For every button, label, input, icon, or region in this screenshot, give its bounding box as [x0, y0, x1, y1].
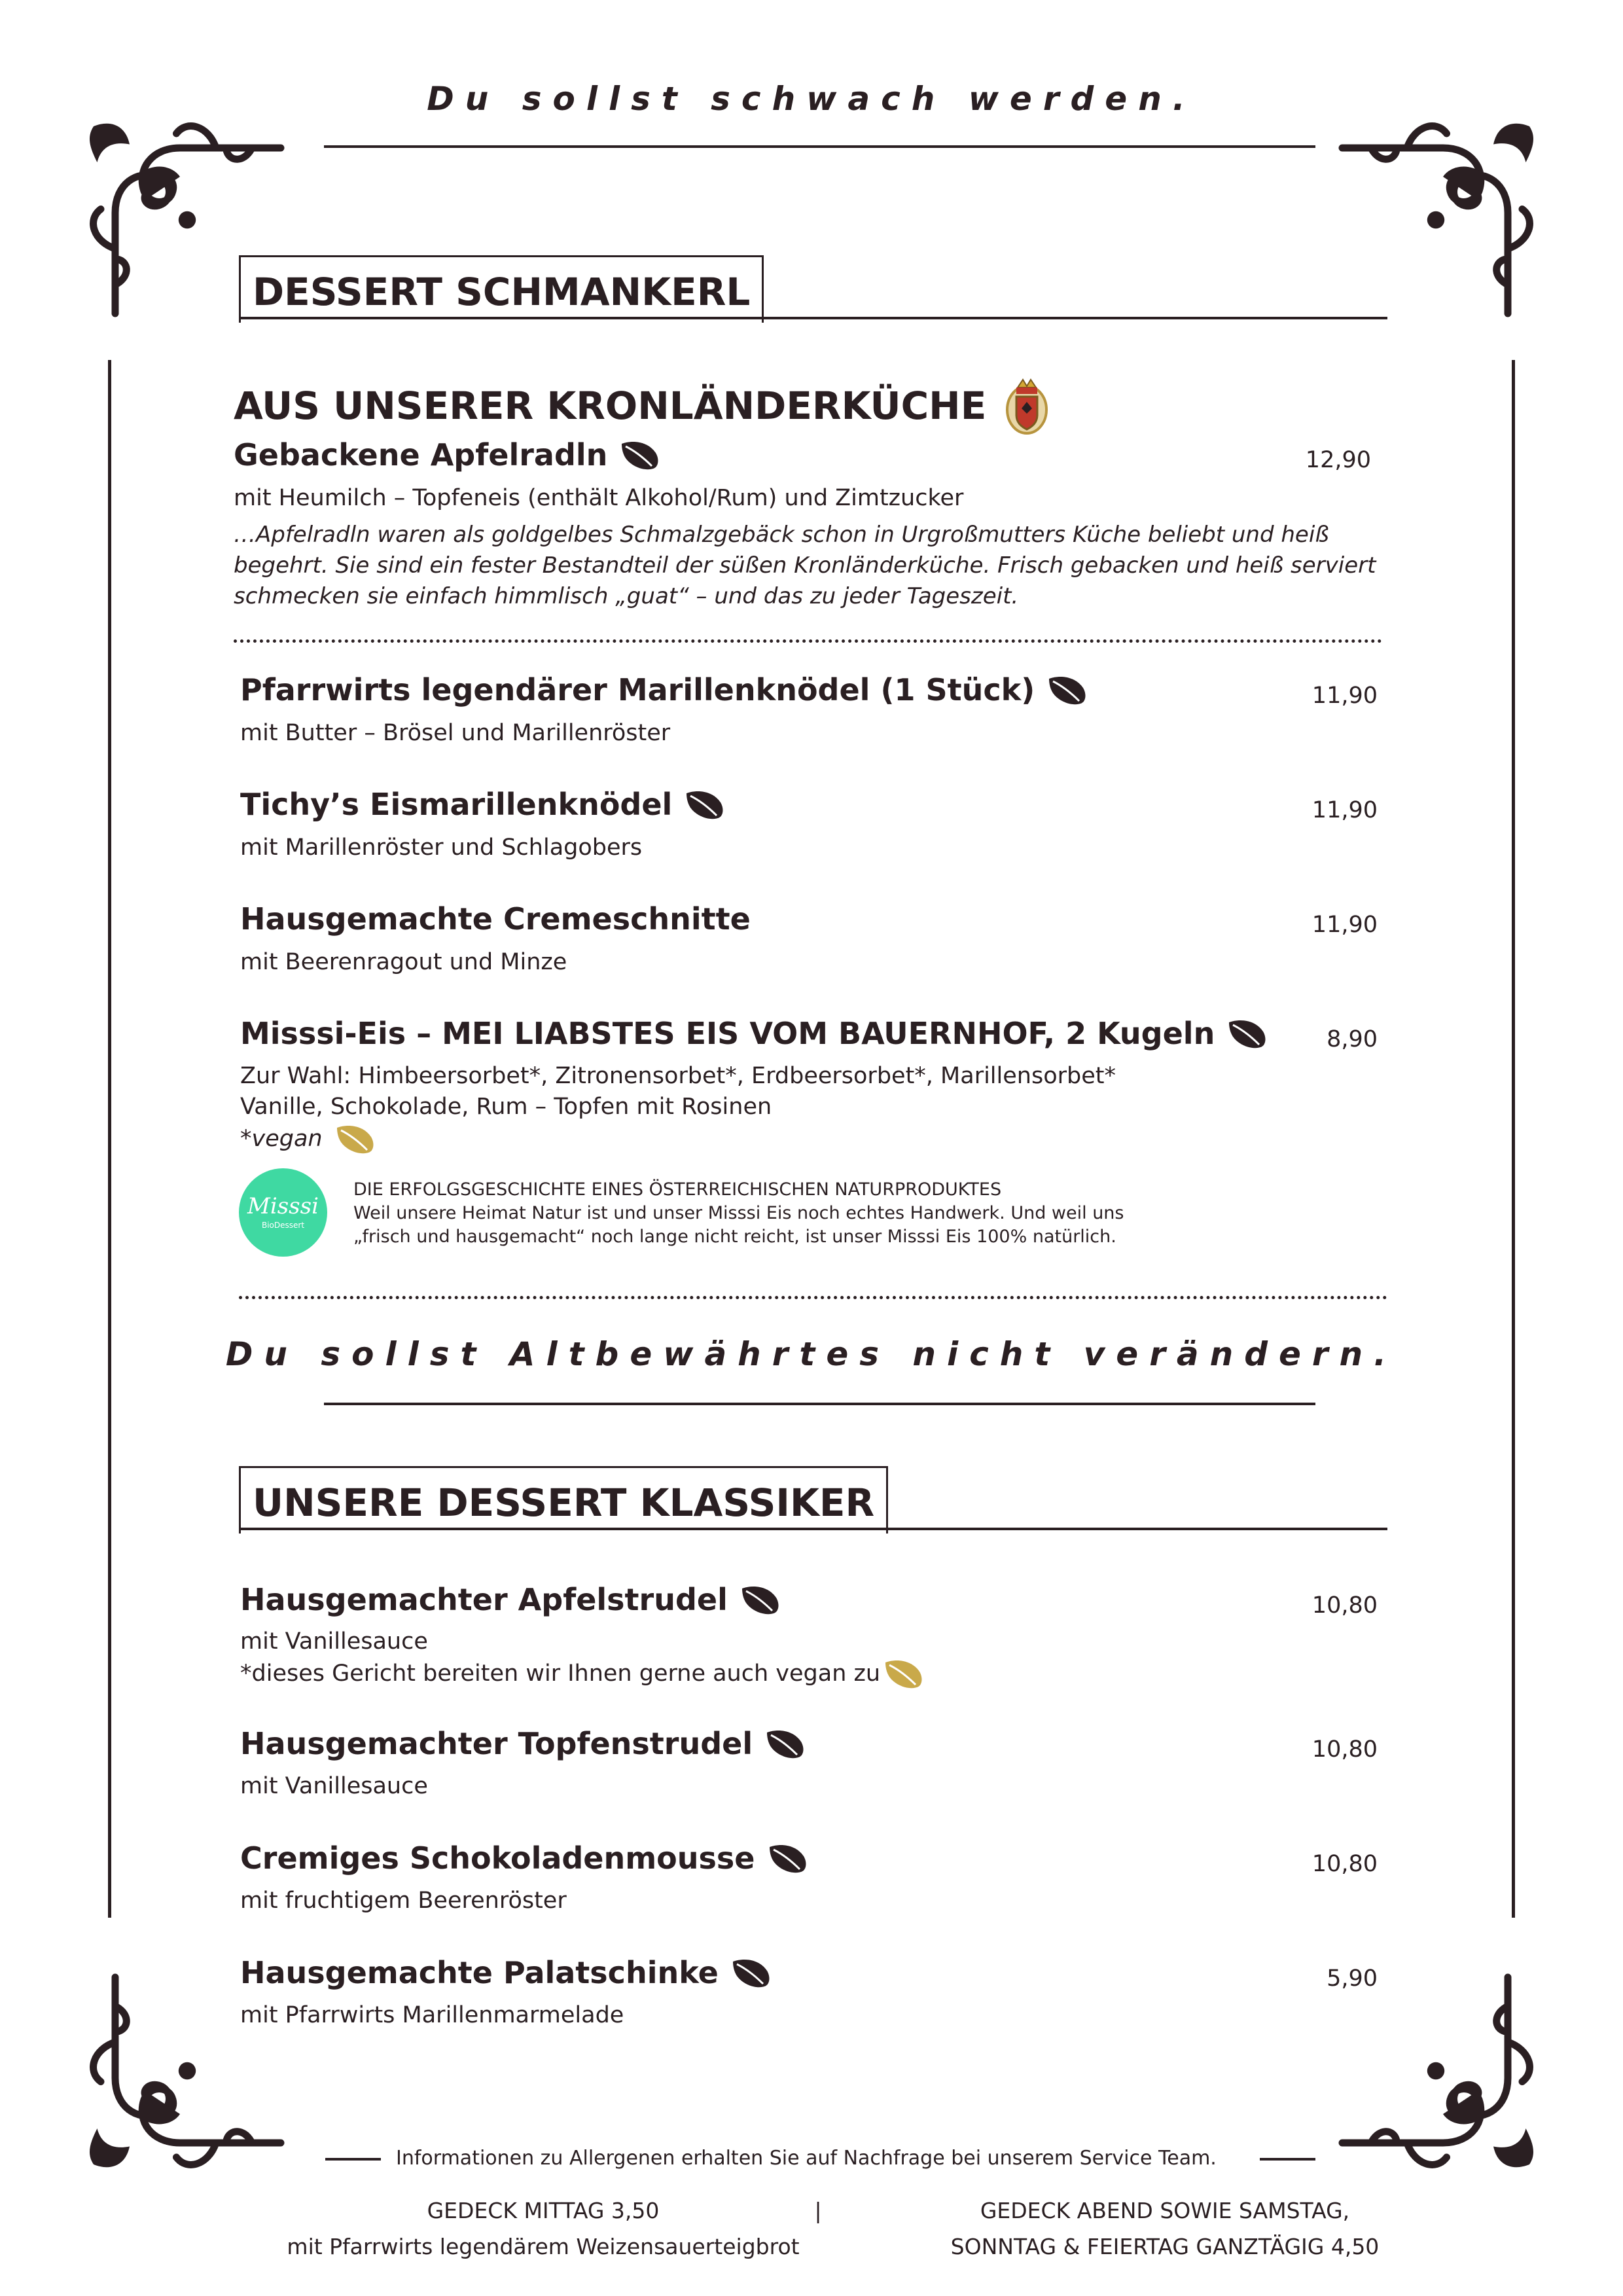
menu-item-desc: mit Beerenragout und Minze [240, 949, 567, 975]
section-title-klassiker: UNSERE DESSERT KLASSIKER [239, 1466, 888, 1534]
menu-item-name: Hausgemachter Apfelstrudel [240, 1582, 781, 1617]
vegan-note: *vegan [240, 1122, 376, 1155]
vegan-leaf-icon [883, 1657, 925, 1690]
footer-separator: | [814, 2198, 822, 2223]
leaf-icon [684, 788, 726, 821]
leaf-icon [764, 1727, 806, 1760]
motto-middle: Du sollst Altbewährtes nicht verändern. [225, 1335, 1398, 1373]
dotted-divider [239, 1296, 1387, 1299]
menu-item-name: Hausgemachter Topfenstrudel [240, 1726, 806, 1761]
misssi-text: „frisch und hausgemacht“ noch lange nicht reicht, ist unser Misssi Eis 100% natürlich. [353, 1227, 1116, 1247]
menu-item-desc: mit Butter – Brösel und Marillenröster [240, 720, 671, 746]
menu-item-price: 10,80 [1311, 1736, 1378, 1763]
subsection-title-text: AUS UNSERER KRONLÄNDERKÜCHE [234, 384, 987, 428]
subsection-title-kronland [234, 374, 1053, 437]
story-text: …Apfelradln waren als goldgelbes Schmalzgebäck schon in Urgroßmutters Küche beliebt und heiß begehrt. Sie sind ein fester Bestandteil der süßen Kronländerküche. Frisch gebacken und heiß serviert schmecken sie einfach himmlisch „guat“ – und das zu jeder Tageszeit. [234, 522, 1376, 609]
menu-item-price: 11,90 [1311, 797, 1378, 823]
menu-item-price: 10,80 [1311, 1851, 1378, 1877]
menu-item-name: Gebackene Apfelradln [234, 437, 661, 473]
footer-rule-right [1260, 2158, 1315, 2161]
menu-item-price: 11,90 [1311, 683, 1378, 709]
leaf-icon [1046, 673, 1088, 706]
motto-top-rule [324, 145, 1315, 148]
coat-of-arms-icon [1001, 374, 1053, 437]
misssi-text: Weil unsere Heimat Natur ist und unser Misssi Eis noch echtes Handwerk. Und weil uns [353, 1203, 1124, 1223]
vegan-leaf-icon [334, 1122, 376, 1155]
menu-item-name: Cremiges Schokoladenmousse [240, 1840, 809, 1876]
leaf-icon [740, 1583, 781, 1616]
section-rule-schmankerl [239, 317, 1387, 319]
menu-item-desc: mit Heumilch – Topfeneis (enthält Alkohol/Rum) und Zimtzucker [234, 485, 964, 511]
vegan-note: *dieses Gericht bereiten wir Ihnen gerne auch vegan zu [240, 1657, 925, 1690]
menu-item-desc: Zur Wahl: Himbeersorbet*, Zitronensorbet*, Erdbeersorbet*, Marillensorbet* [240, 1063, 1116, 1089]
menu-item-price: 10,80 [1311, 1592, 1378, 1619]
menu-item-desc: mit Vanillesauce [240, 1773, 428, 1799]
frame-left-line [108, 360, 111, 1918]
menu-item-name: Hausgemachte Cremeschnitte [240, 901, 751, 937]
misssi-logo [239, 1168, 327, 1257]
motto-middle-rule [324, 1403, 1315, 1405]
motto-top: Du sollst schwach werden. [427, 80, 1196, 118]
menu-item-price: 5,90 [1327, 1965, 1378, 1992]
menu-item-desc: mit Pfarrwirts Marillenmarmelade [240, 2002, 624, 2028]
gedeck-mittag: GEDECK MITTAG 3,50 mit Pfarrwirts legendärem Weizensauerteigbrot [287, 2198, 800, 2259]
leaf-icon [619, 439, 661, 471]
section-title-schmankerl: DESSERT SCHMANKERL [239, 255, 764, 323]
misssi-headline: DIE ERFOLGSGESCHICHTE EINES ÖSTERREICHISCHEN NATURPRODUKTES [353, 1179, 1002, 1200]
section-rule-klassiker [239, 1528, 1387, 1530]
dotted-divider [234, 639, 1382, 643]
menu-item-name: Pfarrwirts legendärer Marillenknödel (1 Stück) [240, 672, 1088, 708]
menu-item-name: Tichy’s Eismarillenknödel [240, 787, 726, 822]
frame-right-line [1512, 360, 1515, 1918]
menu-item-desc: mit Vanillesauce [240, 1628, 428, 1655]
footer-rule-left [325, 2158, 381, 2161]
corner-ornament-icon [1335, 105, 1551, 321]
menu-item-name: Misssi-Eis – MEI LIABSTES EIS VOM BAUERNHOF, 2 Kugeln [240, 1016, 1268, 1051]
menu-item-desc: mit fruchtigem Beerenröster [240, 1888, 567, 1914]
leaf-icon [767, 1842, 809, 1874]
misssi-logo-sub: BioDessert [261, 1221, 305, 1230]
leaf-icon [730, 1956, 772, 1989]
menu-item-name: Hausgemachte Palatschinke [240, 1955, 772, 1990]
misssi-logo-text: Misssi [247, 1193, 319, 1219]
allergen-note: Informationen zu Allergenen erhalten Sie auf Nachfrage bei unserem Service Team. [396, 2147, 1217, 2170]
menu-item-desc: mit Marillenröster und Schlagobers [240, 834, 643, 861]
corner-ornament-icon [1335, 1970, 1551, 2186]
gedeck-abend: GEDECK ABEND SOWIE SAMSTAG, SONNTAG & FEIERTAG GANZTÄGIG 4,50 [950, 2198, 1380, 2259]
menu-item-price: 11,90 [1311, 912, 1378, 938]
menu-item-price: 8,90 [1327, 1026, 1378, 1052]
menu-item-price: 12,90 [1305, 447, 1371, 473]
menu-item-desc: Vanille, Schokolade, Rum – Topfen mit Rosinen [240, 1094, 772, 1120]
